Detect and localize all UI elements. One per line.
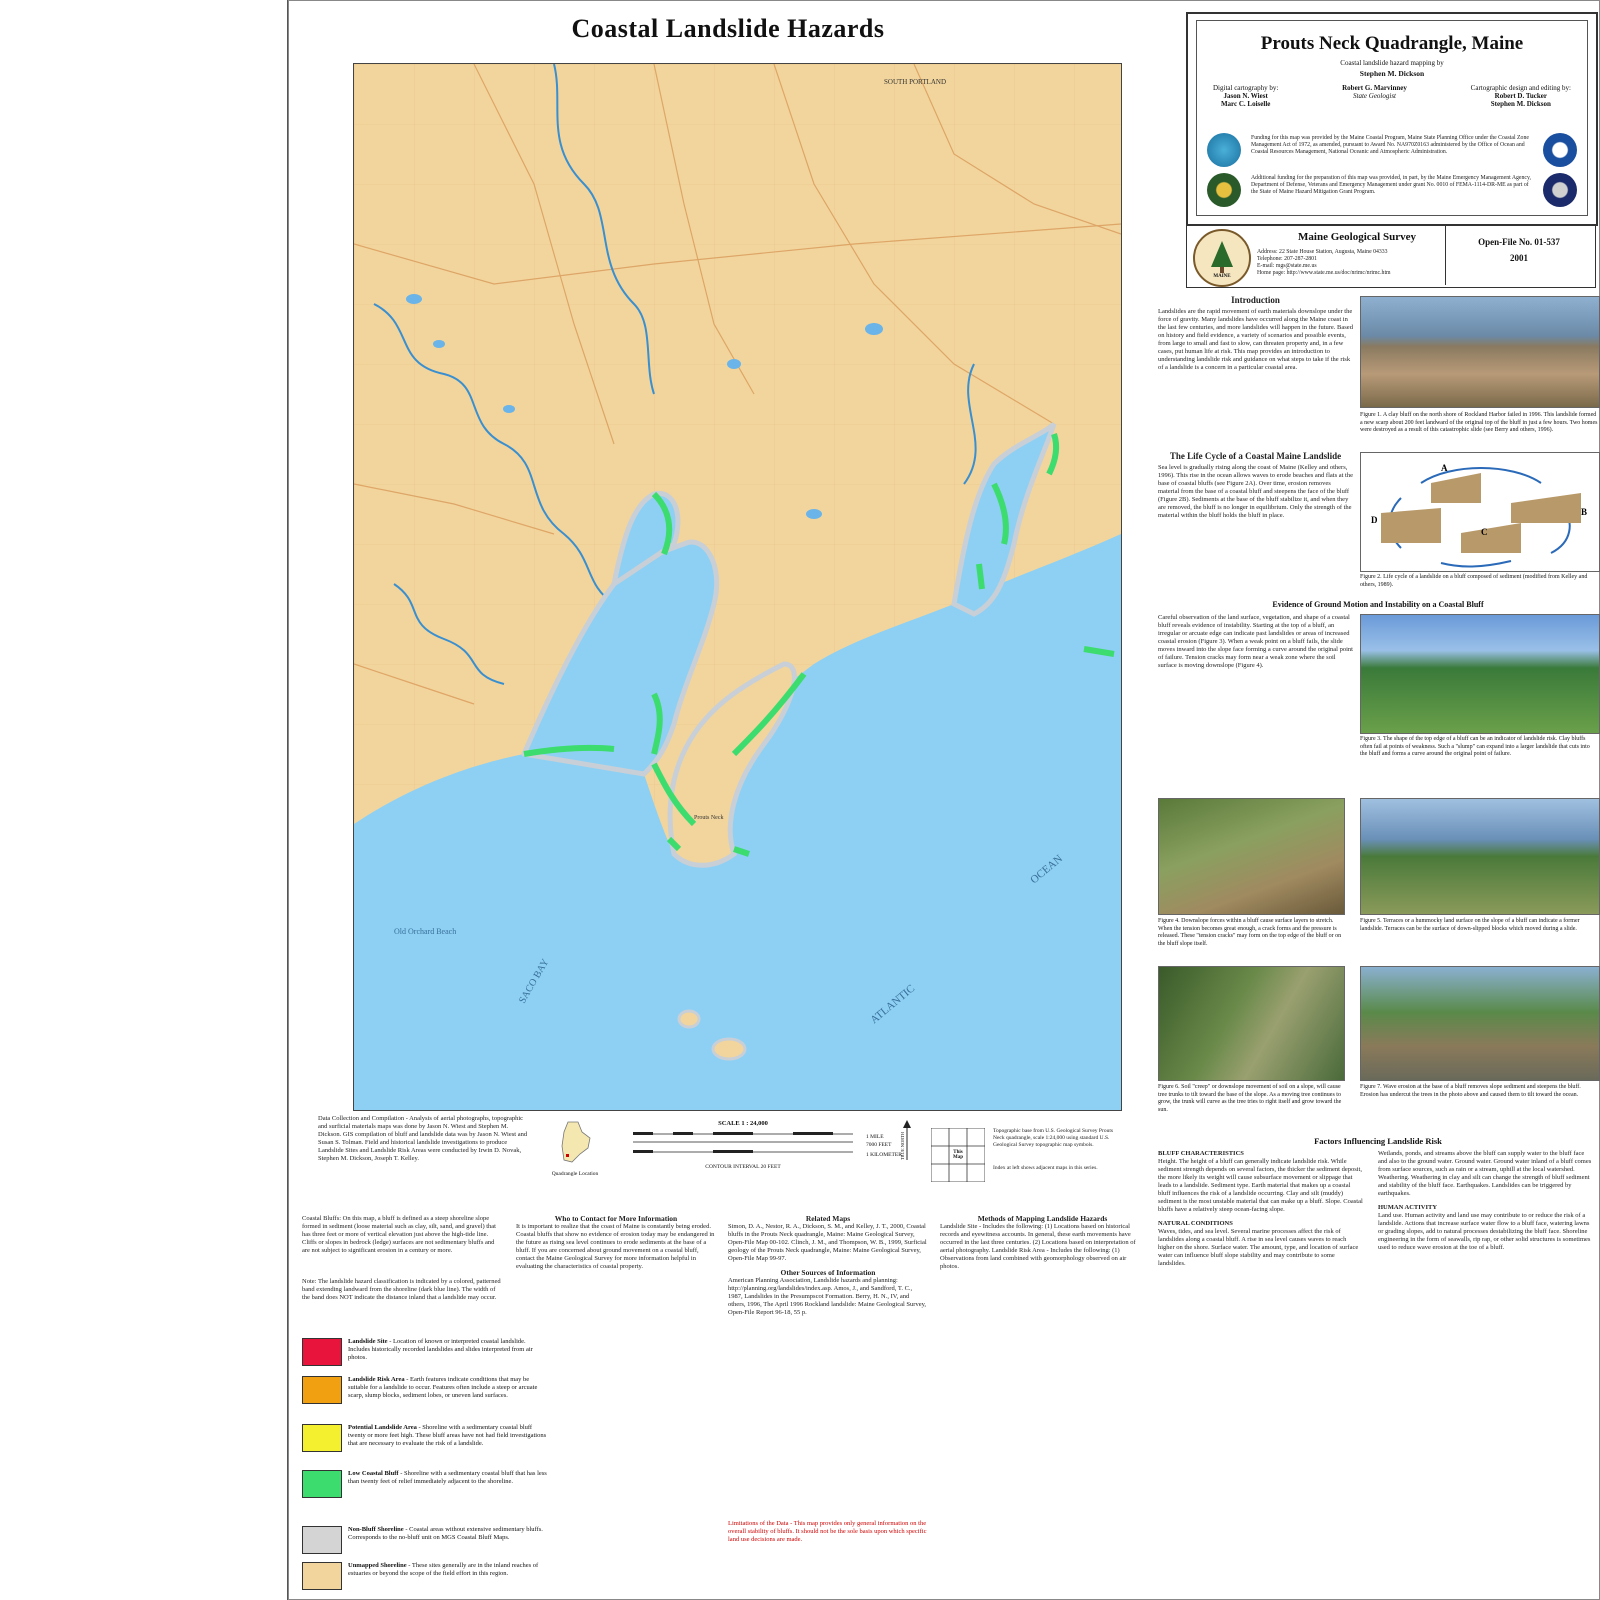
evidence-text: Careful observation of the land surface, vegetation, and shape of a coastal bluff reveals evidence of instability. Starting at the top of a bluff, an irregular or arcuate edge can indicate past landslides or areas of increased coastal erosion (Figure 3). When a weak point on a bluff fails, the slide moves inward into the slope face forming a curve around the original point of failure. Tension cracks may form near a weak zone where the soil surface is moving downslope (Figure 4). xyxy=(1158,614,1353,669)
design-label: Cartographic design and editing by: xyxy=(1470,84,1571,92)
digital-name: Marc C. Loiselle xyxy=(1220,100,1271,108)
methods-text: Landslide Site - Includes the following: (1) Locations based on historical records and eyewitness accounts. In general, these earth movements have occurred in the last three centuries. (2) Locations based on interpretation of aerial photography. Landslide Risk Area - Includes the following: (1) Observations from land combined with geomorphology observed on air photos. xyxy=(940,1223,1136,1270)
legend-text: Location of known or interpreted coastal landslide. Includes historically recorded landslides and slides interpreted from air photos. xyxy=(348,1338,533,1361)
open-file-number: Open-File No. 01-537 xyxy=(1478,237,1560,247)
who-to-contact xyxy=(516,1215,716,1271)
topo-note: Topographic base from U.S. Geological Survey Prouts Neck quadrangle, scale 1:24,000 using standard U.S. Geological Survey topographic map symbols. xyxy=(993,1128,1113,1148)
related-text: Simon, D. A., Nestor, R. A., Dickson, S. M., and Kelley, J. T., 2000, Coastal bluffs in the Prouts Neck quadrangle, Maine: Maine Geological Survey, Open-File Map 00-102. Clinch, J. M., and Thompson, W. B., 1999, Surficial geology of the Prouts Neck quadrangle, Maine: Maine Geological Survey, Open-File Map 99-97. xyxy=(728,1223,927,1262)
lifecycle-diagram xyxy=(1360,452,1600,572)
coastal-program-logo-icon xyxy=(1207,133,1241,167)
noaa-logo-icon xyxy=(1543,133,1577,167)
digital-name: Jason N. Wiest xyxy=(1223,92,1268,100)
photo-wave-erosion xyxy=(1360,966,1600,1081)
intro-heading: Introduction xyxy=(1231,295,1280,305)
fig6-caption: Figure 6. Soil "creep" or downslope movement of soil on a slope, will cause tree trunks to tilt toward the base of the slope. As a moving tree continues to grow, the trunk will curve as the tree tries to right itself and grow toward the sun. xyxy=(1158,1084,1342,1113)
quadrangle-locator xyxy=(550,1120,600,1175)
legend-title: Low Coastal Bluff xyxy=(348,1470,399,1477)
legend-entry: Potential Landslide Area - Shoreline with a sedimentary coastal bluff twenty or more feet high. These bluff areas have not had field investigations that are necessary to evaluate the risk of a landslide. xyxy=(348,1424,547,1447)
funding-text-2: Additional funding for the preparation of this map was provided, in part, by the Maine Emergency Management Agency, Department of Defense, Veterans and Emergency Management under grant No. 0010 of FEMA-1114-DR-ME as part of the State of Maine Hazard Mitigation Grant Program. xyxy=(1251,175,1531,195)
limitations-text: Limitations of the Data - This map provides only general information on the overall stability of bluffs. It should not be the sole basis upon which specific land use decisions are made. xyxy=(728,1520,927,1543)
geologist-title: State Geologist xyxy=(1353,92,1396,100)
scale-bar xyxy=(623,1120,863,1170)
natural-text: Waves, tides, and sea level. Several marine processes affect the risk of landslides along a coastal bluff. A rise in sea level causes waves to reach higher on the shore. Surface water. The amount, type, and location of surface water can influence bluff slope stability and may contribute to some landslides. xyxy=(1158,1228,1359,1267)
evidence-heading: Evidence of Ground Motion and Instability on a Coastal Bluff xyxy=(1272,600,1484,609)
legend-swatch xyxy=(302,1562,342,1590)
fig5-caption: Figure 5. Terraces or a hummocky land surface on the slope of a bluff can indicate a former landslide. Terraces can be the surface of down-slipped blocks which moved during a slide. xyxy=(1360,918,1580,932)
place-label: OCEAN xyxy=(1028,852,1065,887)
title-block xyxy=(1186,12,1598,226)
legend-entry: Landslide Site - Location of known or interpreted coastal landslide. Includes historically recorded landslides and slides interpreted from air photos. xyxy=(348,1338,533,1361)
scale-label: SCALE 1 : 24,000 xyxy=(718,1120,768,1127)
other-text: American Planning Association, Landslide hazards and planning: http://planning.org/landslides/index.asp. Amos, J., and Sandford, T. C., 1987, Landslides in the Presumpscot Formation. Berry, H. N., IV, and others, 1996, The April 1996 Rockland landslide: Maine Geological Survey, Open-File Report 96-18, 55 p. xyxy=(728,1277,927,1316)
methods xyxy=(940,1215,1145,1271)
this-map-label: This Map xyxy=(953,1150,963,1160)
map-canvas[interactable] xyxy=(353,63,1122,1111)
stage-label: B xyxy=(1581,507,1588,517)
legend-entry: Non-Bluff Shoreline - Coastal areas without extensive sedimentary bluffs. Corresponds to the no-bluff unit on MGS Coastal Bluff Maps. xyxy=(348,1526,543,1541)
other-head: Other Sources of Information xyxy=(780,1268,876,1277)
bluff-text: Height. The height of a bluff can generally indicate landslide risk. While sediment strength depends on several factors, the thicker the sediment deposit, the more likely its weight will cause subsurface movement or slippage that leads to a landslide. Sediment type. Earth material that makes up a coastal bluff influences the risk of a landslide occurring. Clay and silt (muddy) sediment is the most unstable material that can make up a bluff. Slope. Coastal bluffs have a relatively steep ocean-facing slope. xyxy=(1158,1158,1363,1213)
stage-label: C xyxy=(1481,527,1488,537)
legend-text: Coastal areas without extensive sedimentary bluffs. Corresponds to the no-bluff unit on MGS Coastal Bluff Maps. xyxy=(348,1526,543,1541)
human-text: Land use. Human activity and land use may contribute to or reduce the risk of a landslide. Actions that increase surface water flow to a bluff face, watering lawns or grading slopes, add to natural processes destabilizing the bluff face. Shoreline engineering in the form of seawalls, rip rap, or other solid structures is sometimes used to reduce wave erosion at the toe of a bluff. xyxy=(1378,1212,1591,1251)
human-head: HUMAN ACTIVITY xyxy=(1378,1204,1438,1211)
methods-head: Methods of Mapping Landslide Hazards xyxy=(977,1214,1108,1223)
map-title: Coastal Landslide Hazards xyxy=(571,14,885,43)
mapping-by-label: Coastal landslide hazard mapping by xyxy=(1340,59,1444,67)
survey-telephone: Telephone: 207-287-2801 xyxy=(1257,256,1317,262)
km-label: 1 KILOMETER xyxy=(866,1152,902,1158)
who-text: It is important to realize that the coast of Maine is constantly being eroded. Coastal bluffs that show no evidence of erosion today may be endangered in the future as rising sea level continues to erode sediments at the base of a bluff. If you are concerned about ground movement on a coastal bluff, contact the Maine Geological Survey for more information helpful in evaluating the characteristics of coastal property. xyxy=(516,1223,715,1270)
bluff-characteristics xyxy=(1158,1150,1363,1268)
quad-title: Prouts Neck Quadrangle, Maine xyxy=(1260,33,1524,54)
legend-swatch xyxy=(302,1526,342,1554)
legend-text: These sites generally are in the inland reaches of estuaries or beyond the scope of the field effort in this region. xyxy=(348,1562,539,1577)
fig4-caption: Figure 4. Downslope forces within a bluff cause surface layers to stretch. When the tension becomes great enough, a crack forms and the pressure is released. These "tension cracks" may form on the top edge of the bluff or on the bluff slope itself. xyxy=(1158,918,1342,947)
legend-swatch xyxy=(302,1424,342,1452)
survey-address: Address: 22 State House Station, Augusta, Maine 04333 xyxy=(1257,249,1388,255)
fig7-caption: Figure 7. Wave erosion at the base of a bluff removes slope sediment and steepens the bluff. Erosion has undercut the trees in the photo above and caused them to tilt toward the ocean. xyxy=(1360,1084,1581,1098)
legend-entry: Landslide Risk Area - Earth features indicate conditions that may be suitable for a landslide to occur. Features often include a steep or arcuate scarp, slump blocks, sediment lobes, or uneven land surfaces. xyxy=(348,1376,538,1399)
lifecycle-text: Sea level is gradually rising along the coast of Maine (Kelley and others, 1996). This rise in the ocean allows waves to erode beaches and flats at the base of coastal bluffs (see Figure 2A). Over time, erosion removes material from the base of a coastal bluff and steepens the face of the bluff (Figure 2B). Sediments at the base of the bluff stabilize it, and when they are removed, the bluff is no longer in equilibrium. Only the strength of the material within the bluff holds the bluff in place. xyxy=(1158,464,1353,519)
legend-entry: Unmapped Shoreline - These sites generally are in the inland reaches of estuaries or beyond the scope of the field effort in this region. xyxy=(348,1562,539,1577)
legend-swatch xyxy=(302,1470,342,1498)
island xyxy=(679,1011,699,1027)
natural-head: NATURAL CONDITIONS xyxy=(1158,1220,1233,1227)
stage-label: D xyxy=(1371,515,1378,525)
factors-right xyxy=(1378,1150,1593,1252)
photo-rockland-landslide xyxy=(1360,296,1600,408)
author-name: Stephen M. Dickson xyxy=(1359,69,1425,78)
north-arrow xyxy=(900,1118,914,1178)
north-label: TRUE NORTH xyxy=(900,1132,905,1161)
fig1-caption: Figure 1. A clay bluff on the north shore of Rockland Harbor failed in 1996. This landslide formed a new scarp about 200 feet landward of the original top of the bluff in just a few hours. Two homes were destroyed as a result of this catastrophic slide (see Berry and others, 1996). xyxy=(1360,412,1598,433)
photo-tension-cracks xyxy=(1158,798,1345,915)
digital-label: Digital cartography by: xyxy=(1213,84,1279,92)
maine-outline-icon xyxy=(550,1120,600,1165)
mile-label: 1 MILE xyxy=(866,1134,884,1140)
legend-title: Landslide Risk Area xyxy=(348,1376,405,1383)
survey-block xyxy=(1186,224,1596,288)
doc-seal-icon xyxy=(1193,229,1251,287)
photo-terraces xyxy=(1360,798,1600,915)
feet-label: 7000 FEET xyxy=(866,1142,892,1148)
divider xyxy=(1445,225,1446,285)
who-head: Who to Contact for More Information xyxy=(554,1214,678,1223)
related-maps xyxy=(728,1215,928,1317)
island xyxy=(713,1039,745,1059)
fig2-caption: Figure 2. Life cycle of a landslide on a bluff composed of sediment (modified from Kelley and others, 1989). xyxy=(1360,574,1588,588)
place-label: Prouts Neck xyxy=(694,815,724,821)
open-file-year: 2001 xyxy=(1510,253,1528,263)
fig3-caption: Figure 3. The shape of the top edge of a bluff can be an indicator of landslide risk. Clay bluffs often fail at points of weakness. Such a "slump" can expand into a larger landslide that cuts into the bluff and forms a curve around the original point of failure. xyxy=(1360,736,1590,757)
survey-email[interactable]: E-mail: mgs@state.me.us xyxy=(1257,263,1317,269)
legend-title: Unmapped Shoreline xyxy=(348,1562,407,1569)
legend-text: Earth features indicate conditions that may be suitable for a landslide to occur. Features often include a steep or arcuate scarp, slump blocks, sediment lobes, or uneven land surfaces. xyxy=(348,1376,538,1399)
compilation-text: Data Collection and Compilation - Analysis of aerial photographs, topographic and surficial materials maps was done by Jason N. Wiest and Stephen M. Dickson. GIS compilation of bluff and landslide data was by Jason N. Wiest and Susan S. Tolman. Field and historical landslide investigations to produce Landslide Sites and Landslide Risk Areas were conducted by Irwin D. Novak, Stephen M. Dickson, Joseph T. Kelley. xyxy=(318,1115,528,1162)
lifecycle-heading: The Life Cycle of a Coastal Maine Landslide xyxy=(1169,451,1342,461)
factors-right-text: Wetlands, ponds, and streams above the bluff can supply water to the bluff face and also to the ground water. Ground water. Ground water inland of a bluff comes from surface sources, such as rain or a stream, uphill at the local watershed. Weathering. Weathering in clay and silt can change the strength of bluff sediment and stability of the bluff face. Earthquakes. Landslides can be triggered by earthquakes. xyxy=(1378,1150,1592,1197)
funding-text-1: Funding for this map was provided by the Maine Coastal Program, Maine State Planning Office under the Coastal Zone Management Act of 1972, as amended, pursuant to Award No. NA970Z0163 administered by the Office of Ocean and Coastal Resources Management, National Oceanic and Atmospheric Administration. xyxy=(1251,135,1529,155)
place-label: ATLANTIC xyxy=(868,982,918,1027)
seal-label: MAINE xyxy=(1213,274,1231,279)
credits xyxy=(1197,84,1587,108)
legend-title: Potential Landslide Area xyxy=(348,1424,417,1431)
legend-title: Non-Bluff Shoreline xyxy=(348,1526,404,1533)
place-label: Old Orchard Beach xyxy=(394,927,457,936)
quad-location-label: Quadrangle Location xyxy=(551,1171,599,1177)
photo-bluff-edge xyxy=(1360,614,1600,734)
geologist-name: Robert G. Marvinney xyxy=(1342,84,1407,92)
intro-section xyxy=(1158,296,1353,372)
lifecycle-svg xyxy=(1361,453,1599,571)
map-svg xyxy=(354,64,1121,1110)
mema-logo-icon xyxy=(1207,173,1241,207)
photo-tree-creep xyxy=(1158,966,1345,1081)
note-text: Note: The landslide hazard classification is indicated by a colored, patterned band extending landward from the shoreline (dark blue line). The width of the band does NOT indicate the distance inland that a landslide may occur. xyxy=(302,1278,501,1301)
legend-text: Shoreline with a sedimentary coastal bluff twenty or more feet high. These bluff areas have not had field investigations that are necessary to evaluate the risk of a landslide. xyxy=(348,1424,547,1447)
fema-logo-icon xyxy=(1543,173,1577,207)
legend-swatch xyxy=(302,1376,342,1404)
legend-text: Shoreline with a sedimentary coastal bluff that has less than twenty feet of relief immediately adjacent to the shoreline. xyxy=(348,1470,547,1485)
map-sheet xyxy=(287,0,1600,1600)
index-note: Index at left shows adjacent maps in this series. xyxy=(993,1165,1098,1171)
bluff-head: BLUFF CHARACTERISTICS xyxy=(1158,1150,1244,1157)
place-label: SOUTH PORTLAND xyxy=(884,78,946,86)
coastal-bluffs-text: Coastal Bluffs: On this map, a bluff is defined as a steep shoreline slope formed in sediment (loose material such as clay, silt, sand, and gravel) that has three feet or more of vertical elevation just above the high-tide line. Cliffs or slopes in bedrock (ledge) surfaces are not sedimentary bluffs and are not subject to significant erosion in a century or more. xyxy=(302,1215,496,1254)
legend-swatch xyxy=(302,1338,342,1366)
related-head: Related Maps xyxy=(805,1214,851,1223)
legend-entry: Low Coastal Bluff - Shoreline with a sedimentary coastal bluff that has less than twenty feet of relief immediately adjacent to the shoreline. xyxy=(348,1470,547,1485)
legend-title: Landslide Site xyxy=(348,1338,388,1345)
design-name: Stephen M. Dickson xyxy=(1490,100,1551,108)
contour-label: CONTOUR INTERVAL 20 FEET xyxy=(705,1164,781,1170)
survey-name: Maine Geological Survey xyxy=(1298,231,1416,243)
lifecycle-section xyxy=(1158,452,1353,520)
stage-label: A xyxy=(1441,463,1448,473)
factors-heading: Factors Influencing Landslide Risk xyxy=(1314,1136,1442,1146)
design-name: Robert D. Tucker xyxy=(1494,92,1547,100)
scale-graphic xyxy=(623,1128,863,1158)
intro-text: Landslides are the rapid movement of earth materials downslope under the force of gravity. Many landslides have occurred along the Maine coast in the last few centuries, and more landslides will happen in the future. Based on history and field evidence, a variety of scenarios and possible events, from large to small and fast to slow, can threaten property and, in a few cases, put human life at risk. This map provides an introduction to understanding landslide risk and guidance on what steps to take if the risk of a landslide is a concern in a particular coastal area. xyxy=(1158,308,1353,371)
adjoining-index xyxy=(931,1128,985,1182)
survey-homepage[interactable]: Home page: http://www.state.me.us/doc/nrimc/nrimc.htm xyxy=(1257,270,1391,276)
place-label: SACO BAY xyxy=(517,957,552,1006)
